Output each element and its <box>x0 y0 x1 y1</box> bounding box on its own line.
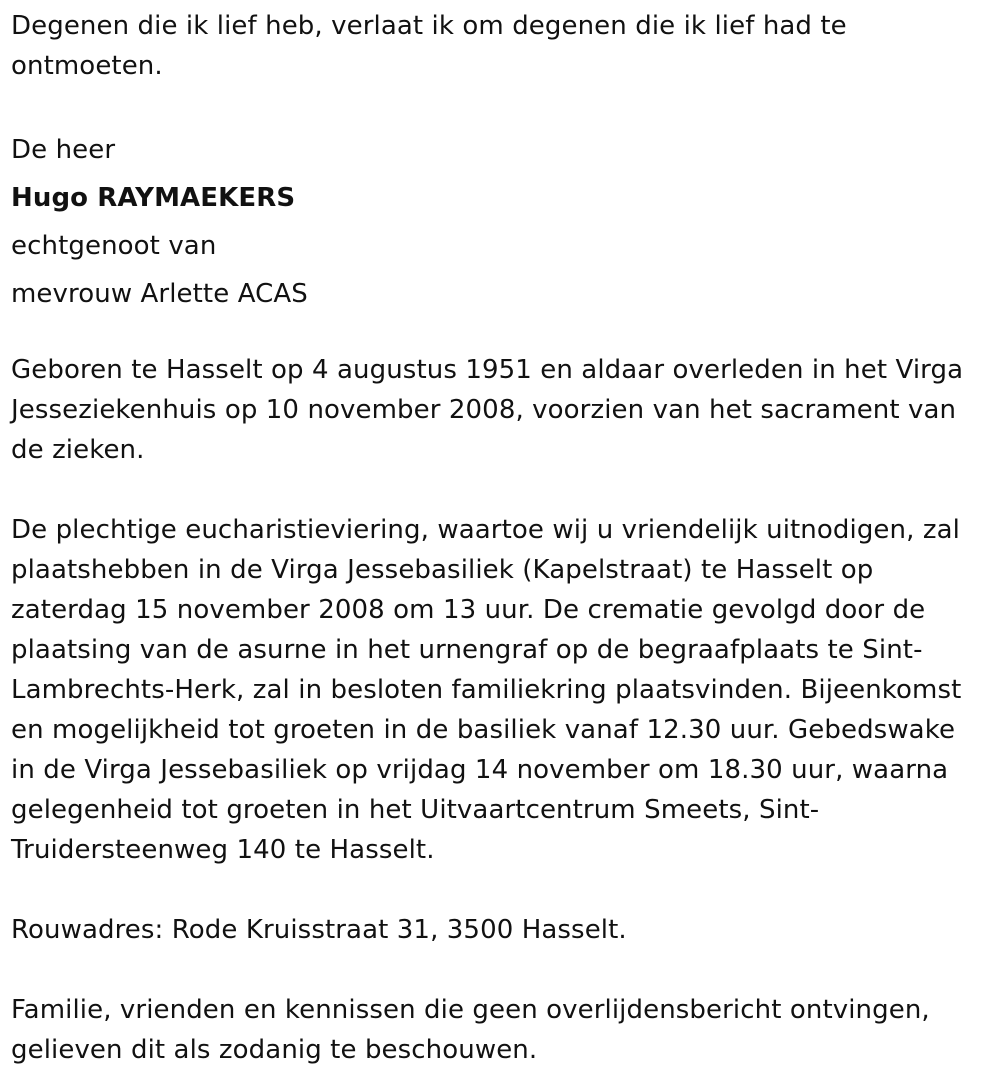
spacer <box>11 86 986 126</box>
spouse-name: mevrouw Arlette ACAS <box>11 279 308 309</box>
mourning-address: Rouwadres: Rode Kruisstraat 31, 3500 Hasselt. <box>11 915 627 945</box>
salutation: De heer <box>11 135 116 165</box>
relation-text: echtgenoot van <box>11 231 217 261</box>
spacer <box>11 870 986 910</box>
birth-death-paragraph: Geboren te Hasselt op 4 augustus 1951 en aldaar overleden in het Virga Jesseziekenhuis op 10 november 2008, voorzien van het sacrament van de zieken. <box>11 355 964 465</box>
spacer <box>11 470 986 510</box>
spacer <box>11 318 986 350</box>
closing-paragraph: Familie, vrienden en kennissen die geen overlijdensbericht ontvingen, gelieven dit als zodanig te beschouwen. <box>11 995 930 1065</box>
deceased-name: Hugo RAYMAEKERS <box>11 183 296 213</box>
death-notice <box>11 0 986 1070</box>
opening-quote: Degenen die ik lief heb, verlaat ik om degenen die ik lief had te ontmoeten. <box>11 11 847 81</box>
ceremony-paragraph: De plechtige eucharistieviering, waartoe wij u vriendelijk uitnodigen, zal plaatshebben in de Virga Jessebasiliek (Kapelstraat) te Hasselt op zaterdag 15 november 2008 om 13 uur. De crematie gevolgd door de plaatsing van de asurne in het urnengraf op de begraafplaats te Sint-Lambrechts-Herk, zal in besloten familiekring plaatsvinden. Bijeenkomst en mogelijkheid tot groeten in de basiliek vanaf 12.30 uur. Gebedswake in de Virga Jessebasiliek op vrijdag 14 november om 18.30 uur, waarna gelegenheid tot groeten in het Uitvaartcentrum Smeets, Sint-Truidersteenweg 140 te Hasselt. <box>11 515 962 865</box>
spacer <box>11 950 986 990</box>
